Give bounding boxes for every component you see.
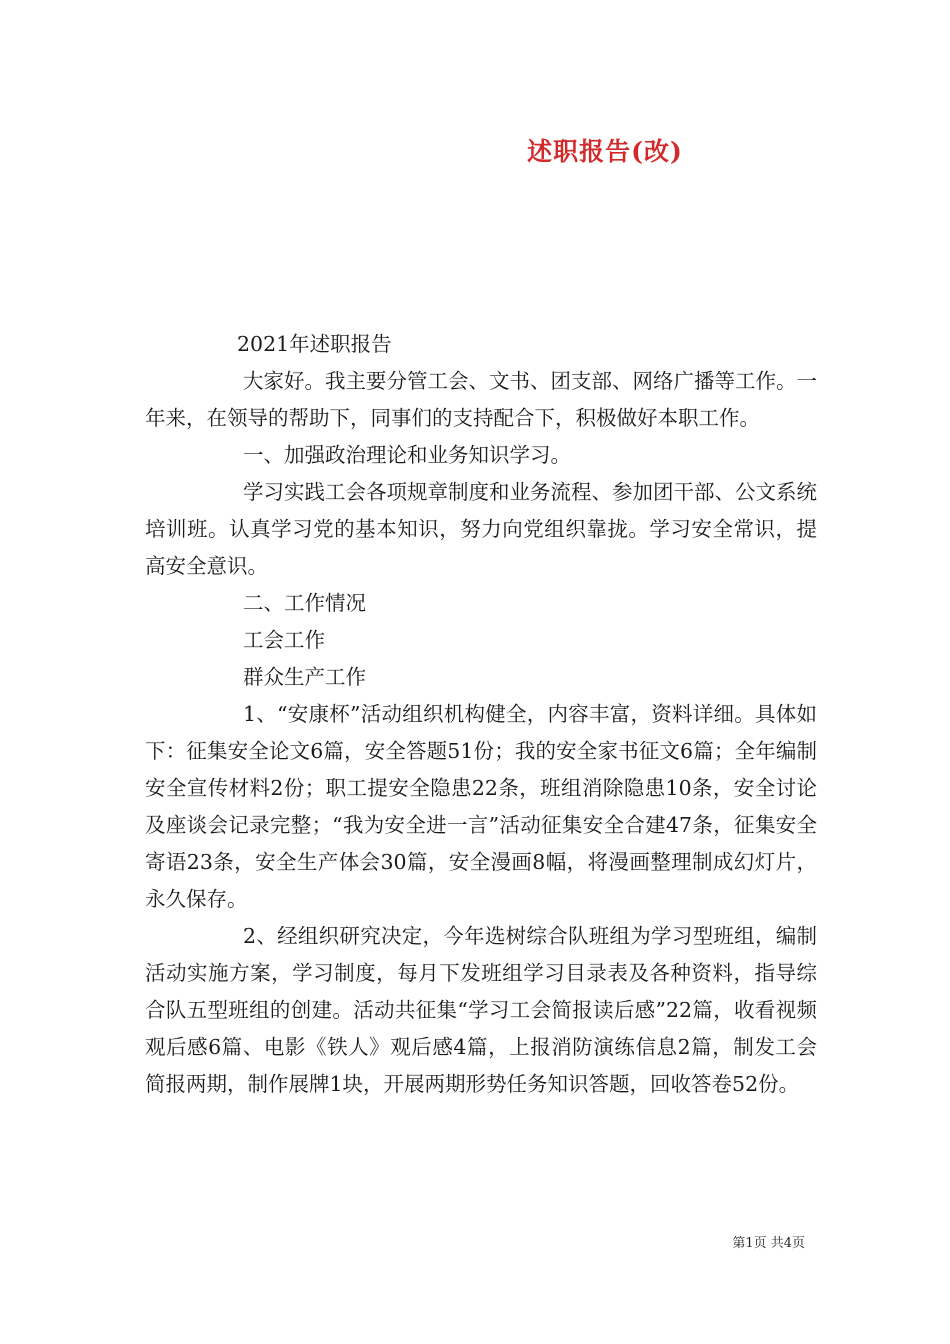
section-heading-study: 一、加强政治理论和业务知识学习。 bbox=[243, 443, 571, 467]
report-subtitle: 2021年述职报告 bbox=[237, 332, 392, 356]
page-number: 第1页 共4页 bbox=[732, 1236, 805, 1251]
paragraph-study: 学习实践工会各项规章制度和业务流程、参加团干部、公文系统培训班。认真学习党的基本知识，努力向党组织靠拢。学习安全常识，提高安全意识。 bbox=[145, 480, 817, 578]
document-title: 述职报告(改) bbox=[527, 137, 683, 166]
paragraph-greeting: 大家好。我主要分管工会、文书、团支部、网络广播等工作。一年来，在领导的帮助下，同事们的支持配合下，积极做好本职工作。 bbox=[145, 369, 817, 430]
subheading-union-work: 工会工作 bbox=[243, 628, 325, 652]
section-heading-work: 二、工作情况 bbox=[243, 591, 366, 615]
paragraph-item-2: 2、经组织研究决定，今年选树综合队班组为学习型班组，编制活动实施方案，学习制度，每月下发班组学习目录表及各种资料，指导综合队五型班组的创建。活动共征集“学习工会简报读后感”22篇，收看视频观后感6篇、电影《铁人》观后感4篇，上报消防演练信息2篇，制发工会简报两期，制作展牌1块，开展两期形势任务知识答题，回收答卷52份。 bbox=[145, 924, 817, 1096]
subheading-mass-production: 群众生产工作 bbox=[243, 665, 366, 689]
paragraph-item-1: 1、“安康杯”活动组织机构健全，内容丰富，资料详细。具体如下：征集安全论文6篇，安全答题51份；我的安全家书征文6篇；全年编制安全宣传材料2份；职工提安全隐患22条，班组消除隐患10条，安全讨论及座谈会记录完整；“我为安全进一言”活动征集安全合建47条，征集安全寄语23条，安全生产体会30篇，安全漫画8幅，将漫画整理制成幻灯片，永久保存。 bbox=[145, 702, 817, 911]
document-body bbox=[145, 326, 817, 1103]
